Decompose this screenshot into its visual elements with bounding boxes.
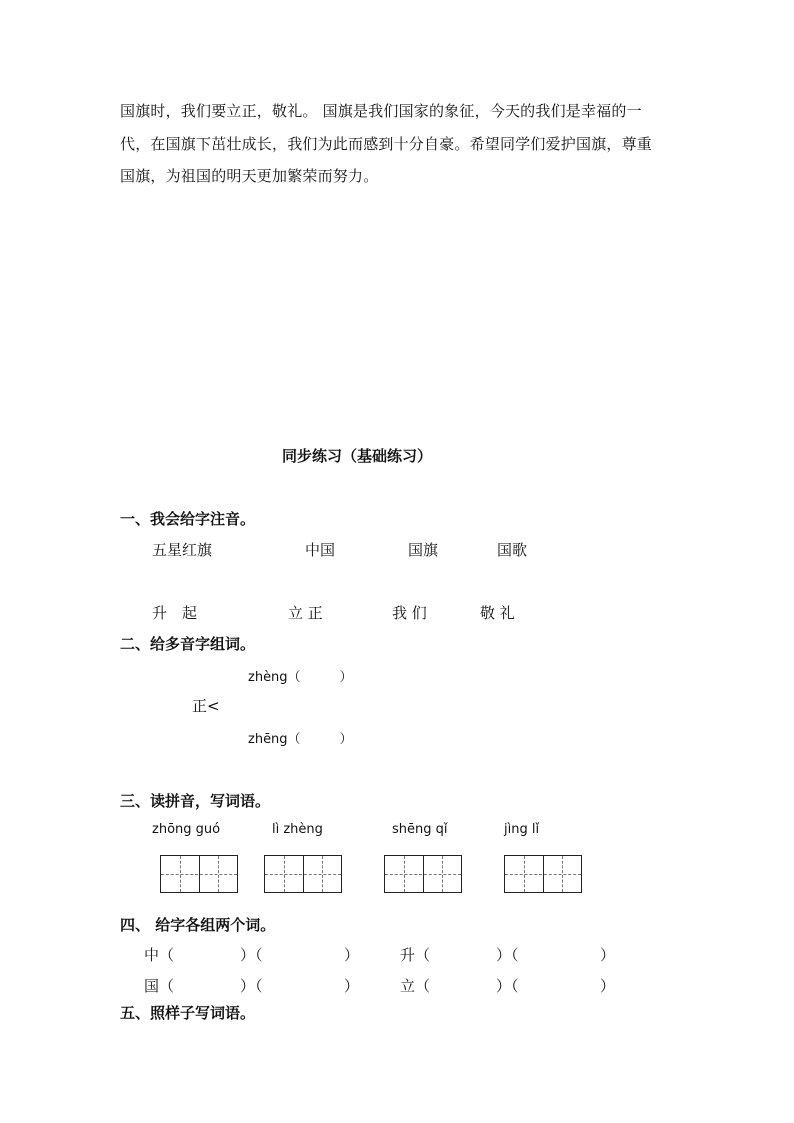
writing-grid-3[interactable] xyxy=(384,855,462,893)
passage-line-2: 代，在国旗下茁壮成长，我们为此而感到十分自豪。希望同学们爱护国旗，尊重 xyxy=(120,135,653,153)
row1-char1: 中（ xyxy=(144,946,175,964)
word-4: 国歌 xyxy=(497,541,528,559)
row2-bracket1: ）（ xyxy=(240,977,263,995)
row1-char2: 升（ xyxy=(400,946,431,964)
polyphone-pinyin-2: zhēng（ ） xyxy=(248,732,353,747)
row1-bracket1: ）（ xyxy=(240,946,263,964)
section-5-heading: 五、照样子写词语。 xyxy=(120,1004,256,1022)
writing-grid-1[interactable] xyxy=(160,855,238,893)
polyphone-pinyin-1: zhèng（ ） xyxy=(248,670,353,685)
section-4-heading: 四、 给字各组两个词。 xyxy=(120,916,276,934)
row1-bracket3: ）（ xyxy=(496,946,519,964)
writing-grid-2[interactable] xyxy=(264,855,342,893)
pinyin-3: shēng qǐ xyxy=(392,822,448,837)
writing-grid-4[interactable] xyxy=(504,855,582,893)
section-3-heading: 三、读拼音，写词语。 xyxy=(120,792,271,810)
word-1: 五星红旗 xyxy=(152,541,213,559)
row2-bracket3: ）（ xyxy=(496,977,519,995)
word-3: 国旗 xyxy=(408,541,439,559)
pinyin-4: jìng lǐ xyxy=(504,822,540,837)
polyphone-char: 正< xyxy=(192,697,220,715)
word-2: 中国 xyxy=(305,541,336,559)
row1-bracket2: ） xyxy=(344,946,360,964)
row2-bracket2: ） xyxy=(344,977,360,995)
row2-bracket4: ） xyxy=(600,977,616,995)
passage-line-3: 国旗，为祖国的明天更加繁荣而努力。 xyxy=(120,167,379,185)
word-5: 升 起 xyxy=(152,604,198,622)
word-7: 我 们 xyxy=(392,604,427,622)
word-8: 敬 礼 xyxy=(480,604,515,622)
word-6: 立 正 xyxy=(288,604,323,622)
pinyin-1: zhōng guó xyxy=(152,822,221,837)
pinyin-2: lì zhèng xyxy=(272,822,323,837)
row1-bracket4: ） xyxy=(600,946,616,964)
exercise-title: 同步练习（基础练习） xyxy=(282,447,433,465)
passage-line-1: 国旗时，我们要立正，敬礼。 国旗是我们国家的象征，今天的我们是幸福的一 xyxy=(120,102,642,120)
section-2-heading: 二、给多音字组词。 xyxy=(120,635,256,653)
section-1-heading: 一、我会给字注音。 xyxy=(120,510,256,528)
row2-char2: 立（ xyxy=(400,977,431,995)
row2-char1: 国（ xyxy=(144,977,175,995)
